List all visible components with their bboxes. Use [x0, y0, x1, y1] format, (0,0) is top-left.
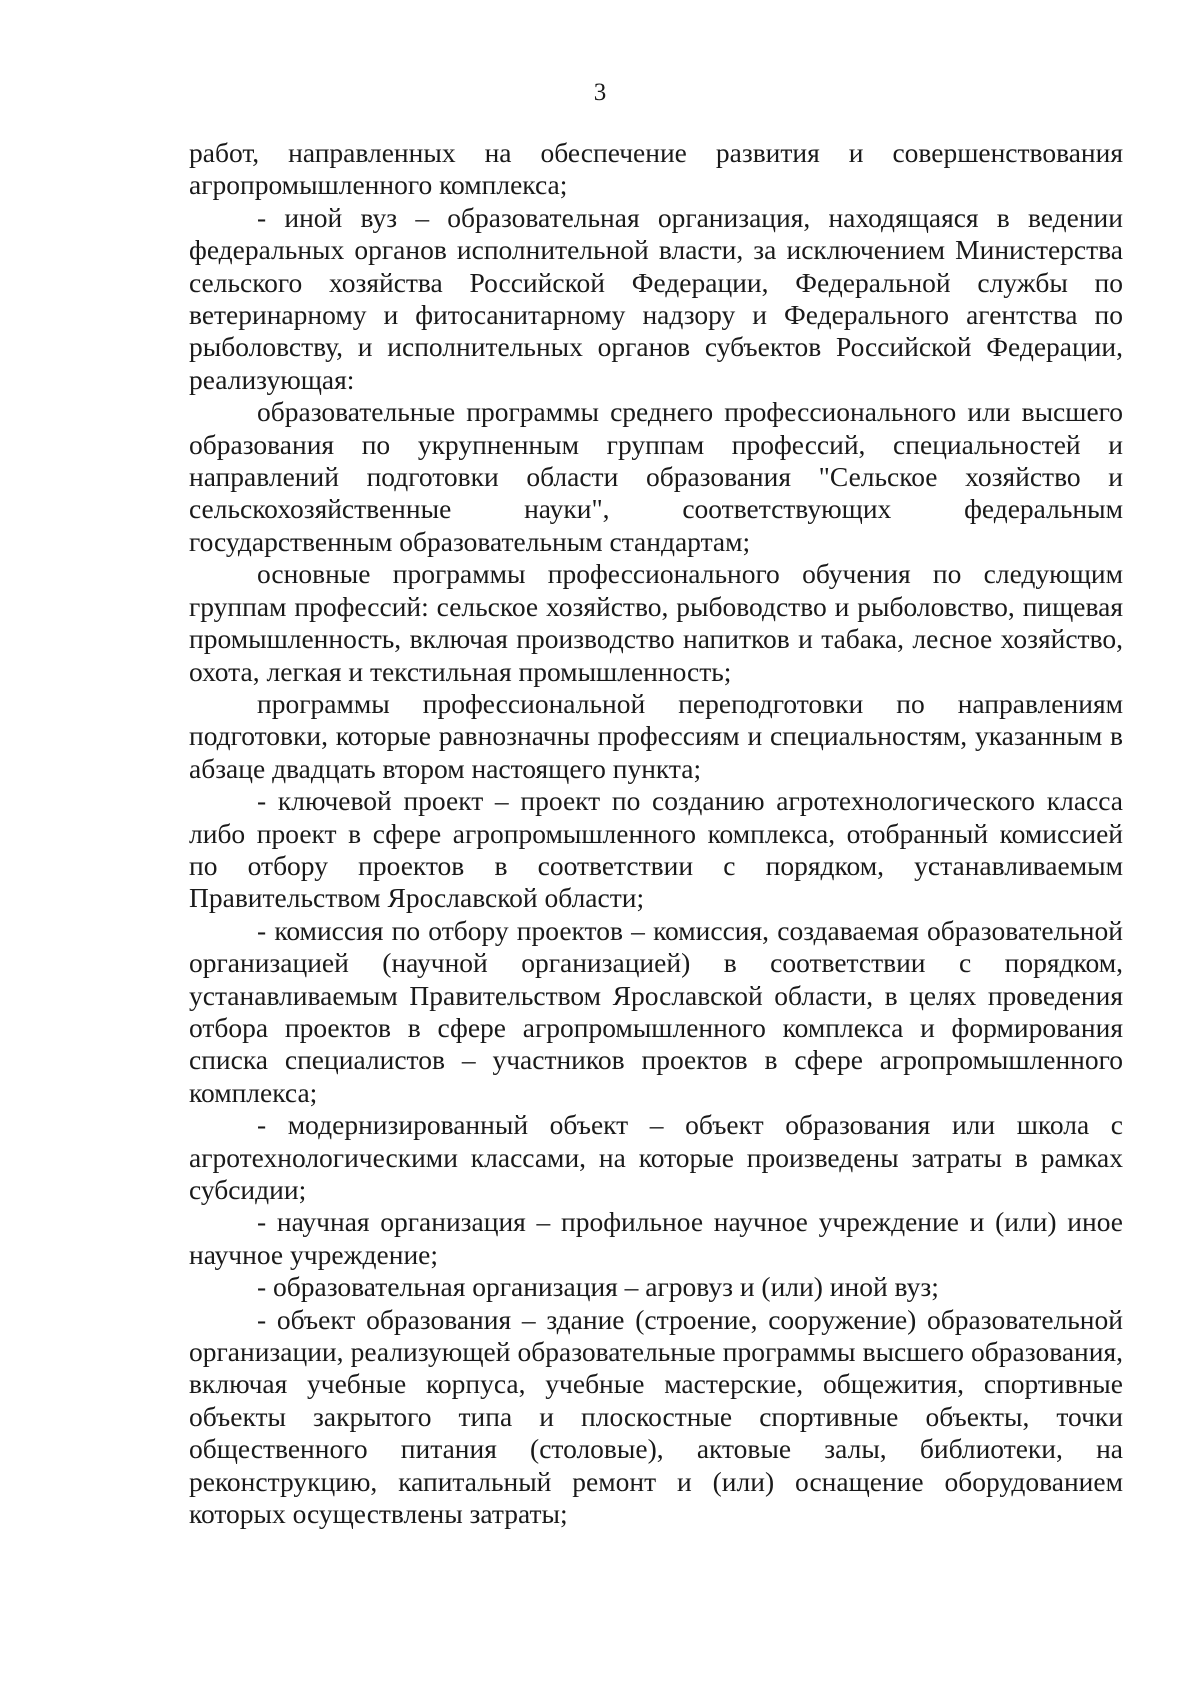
paragraph-educational-programs: образовательные программы среднего профессионального или высшего образования по укрупненным группам профессий, специальностей и направлений подготовки области образования "Сельское хозяйство и сельскохозяйственные науки", соответствующих федеральным государственным образовательным стандартам;	[189, 396, 1123, 557]
paragraph-definition-selection-commission: - комиссия по отбору проектов – комиссия, создаваемая образовательной организацией (научной организацией) в соответствии с порядком, устанавливаемым Правительством Ярославской области, в целях проведения отбора проектов в сфере агропромышленного комплекса и формирования списка специалистов – участников проектов в сфере агропромышленного комплекса;	[189, 914, 1123, 1108]
paragraph-definition-modernized-object: - модернизированный объект – объект образования или школа с агротехнологическими классами, на которые произведены затраты в рамках субсидии;	[189, 1109, 1123, 1205]
paragraph-definition-education-object: - объект образования – здание (строение, сооружение) образовательной организации, реализующей образовательные программы высшего образования, включая учебные корпуса, учебные мастерские, общежития, спортивные объекты закрытого типа и плоскостные спортивные объекты, точки общественного питания (столовые), актовые залы, библиотеки, на реконструкцию, капитальный ремонт и (или) оснащение оборудованием которых осуществлены затраты;	[189, 1303, 1123, 1530]
paragraph-retraining-programs: программы профессиональной переподготовки по направлениям подготовки, которые равнозначны профессиям и специальностям, указанным в абзаце двадцать втором настоящего пункта;	[189, 687, 1123, 784]
paragraph-vocational-training: основные программы профессионального обучения по следующим группам профессий: сельское хозяйство, рыбоводство и рыболовство, пищевая промышленность, включая производство напитков и табака, лесное хозяйство, охота, легкая и текстильная промышленность;	[189, 558, 1123, 687]
page-number: 3	[593, 79, 607, 106]
document-body	[189, 137, 1123, 1530]
paragraph-definition-other-university: - иной вуз – образовательная организация, находящаяся в ведении федеральных органов исполнительной власти, за исключением Министерства сельского хозяйства Российской Федерации, Федеральной службы по ветеринарному и фитосанитарному надзору и Федерального агентства по рыболовству, и исполнительных органов субъектов Российской Федерации, реализующая:	[189, 201, 1123, 395]
paragraph-definition-key-project: - ключевой проект – проект по созданию агротехнологического класса либо проект в сфере агропромышленного комплекса, отобранный комиссией по отбору проектов в соответствии с порядком, устанавливаемым Правительством Ярославской области;	[189, 785, 1123, 914]
paragraph-continuation: работ, направленных на обеспечение развития и совершенствования агропромышленного комплекса;	[189, 137, 1123, 201]
paragraph-definition-scientific-organization: - научная организация – профильное научное учреждение и (или) иное научное учреждение;	[189, 1206, 1123, 1270]
paragraph-definition-educational-organization: - образовательная организация – агровуз и (или) иной вуз;	[257, 1271, 939, 1303]
